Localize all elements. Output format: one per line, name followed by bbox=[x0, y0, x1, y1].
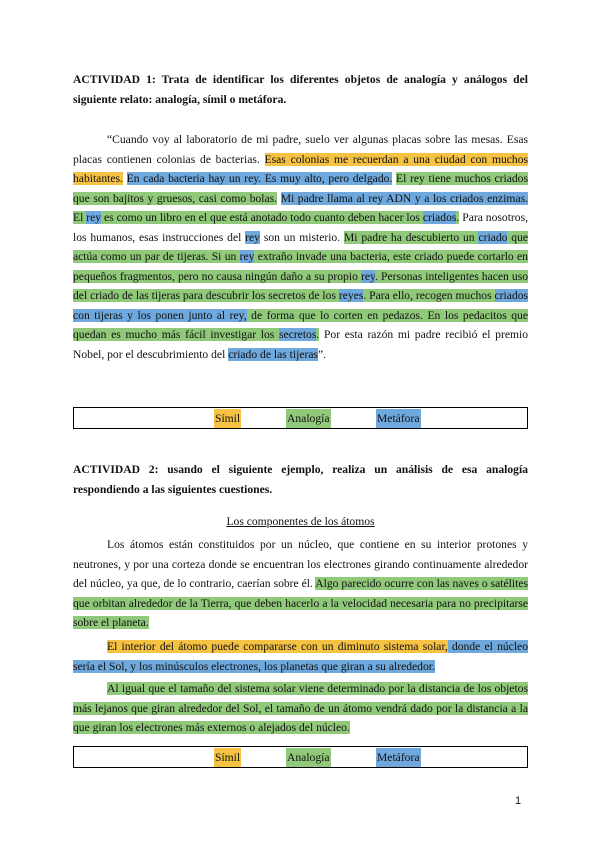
story-analogia: El rey tiene muchos criados que son bajitos y gruesos, casi como bolas. bbox=[73, 172, 528, 205]
story-metafora: criado de las tijeras bbox=[228, 347, 318, 361]
story-analogia: . bbox=[375, 269, 378, 283]
story-analogia: extraño invade una bacteria, este criado puede cortarlo en pequeños fragmentos, pero no causa ningún daño a su propio bbox=[73, 250, 528, 283]
example-metafora: donde el núcleo sería el Sol, y los minúsculos electrones, los planetas que giran a su alrededor. bbox=[73, 640, 528, 673]
story-metafora: criado bbox=[478, 230, 508, 244]
story-metafora: reyes bbox=[338, 289, 364, 302]
story-metafora: rey bbox=[360, 269, 376, 283]
story-text: son un misterio. bbox=[259, 230, 344, 244]
story-analogia: . bbox=[316, 328, 320, 341]
story-text: Por esta razón mi padre recibió el premio Nobel, por el descubrimiento del bbox=[73, 328, 529, 361]
story-metafora: rey bbox=[245, 230, 260, 244]
story-analogia: de forma que lo corten en pedazos. En los pedacitos que quedan es mucho más fácil investigar los bbox=[73, 308, 528, 341]
legend-box-1 bbox=[73, 407, 528, 429]
story-text: Para nosotros, los humanos, esas instrucciones del bbox=[73, 211, 528, 244]
story-analogia: El bbox=[73, 211, 87, 224]
activity-1-story bbox=[73, 130, 528, 364]
story-text: “Cuando voy al laboratorio de mi padre, suelo ver algunas placas sobre las mesas. Esas placas contienen colonias de bacterias. bbox=[73, 133, 528, 166]
legend-simil: Símil bbox=[214, 409, 241, 428]
story-metafora: criados con tijeras y los ponen junto al rey, bbox=[73, 289, 529, 322]
example-analogia: Algo parecido ocurre con las naves o satélites que orbitan alrededor de la Tierra, que deben hacerlo a la velocidad necesaria para no precipitarse sobre el planeta. bbox=[73, 577, 528, 629]
page-number: 1 bbox=[515, 795, 522, 807]
example-analogia: Al igual que el tamaño del sistema solar viene determinado por la distancia de los objetos más lejanos que giran alrededor del Sol, el tamaño de un átomo vendrá dado por la distancia a la que giran los electrones más externos o alejados del núcleo. bbox=[73, 682, 528, 734]
legend-analogia: Analogía bbox=[286, 409, 331, 428]
story-metafora: secretos bbox=[279, 328, 317, 341]
example-paragraph-1 bbox=[73, 535, 528, 633]
story-analogia: es como un libro en el que está anotado todo cuanto deben hacer los bbox=[101, 211, 423, 224]
story-analogia: Si un bbox=[208, 250, 240, 263]
legend-simil: Símil bbox=[214, 748, 241, 767]
legend-analogia: Analogía bbox=[286, 748, 331, 767]
story-metafora: rey bbox=[239, 250, 255, 263]
legend-box-2 bbox=[73, 746, 528, 768]
story-text: ”. bbox=[318, 347, 327, 361]
story-analogia: . bbox=[456, 211, 460, 224]
story-metafora: criados bbox=[422, 211, 457, 224]
story-simil: Esas colonias me recuerdan a una ciudad con muchos habitantes. bbox=[73, 152, 529, 185]
story-metafora: rey bbox=[86, 211, 102, 224]
example-title: Los componentes de los átomos bbox=[226, 515, 375, 528]
story-analogia: Mi padre ha descubierto un bbox=[343, 230, 479, 244]
example-simil: El interior del átomo puede compararse con un diminuto sistema solar, bbox=[107, 640, 448, 653]
example-text: Los átomos están constituidos por un núcleo, que contiene en su interior protones y neutrones, y por una corteza donde se encuentran los electrones girando continuamente alrededor del núcleo, ya que, de lo contrario, caerían sobre él. bbox=[73, 538, 528, 590]
example-paragraph-2 bbox=[73, 637, 528, 676]
story-analogia: . Para ello, recogen muchos bbox=[363, 289, 495, 302]
story-metafora: En cada bacteria hay un rey. Es muy alto, pero delgado. bbox=[126, 172, 393, 185]
activity-2-heading: ACTIVIDAD 2: usando el siguiente ejemplo, realiza un análisis de esa analogía respondiendo a las siguientes cuestiones. bbox=[73, 463, 528, 496]
story-analogia: que actúa como un par de tijeras. bbox=[73, 230, 529, 263]
legend-metafora: Metáfora bbox=[376, 409, 421, 428]
story-analogia: Personas inteligentes hacen uso del criado de las tijeras para descubrir los secretos de los bbox=[73, 269, 528, 302]
example-paragraph-3 bbox=[73, 679, 528, 738]
activity-1-heading: ACTIVIDAD 1: Trata de identificar los diferentes objetos de analogía y análogos del siguiente relato: analogía, símil o metáfora. bbox=[73, 73, 528, 106]
story-metafora: Mi padre llama al rey ADN y a los criados enzimas. bbox=[280, 191, 528, 205]
legend-metafora: Metáfora bbox=[376, 748, 421, 767]
